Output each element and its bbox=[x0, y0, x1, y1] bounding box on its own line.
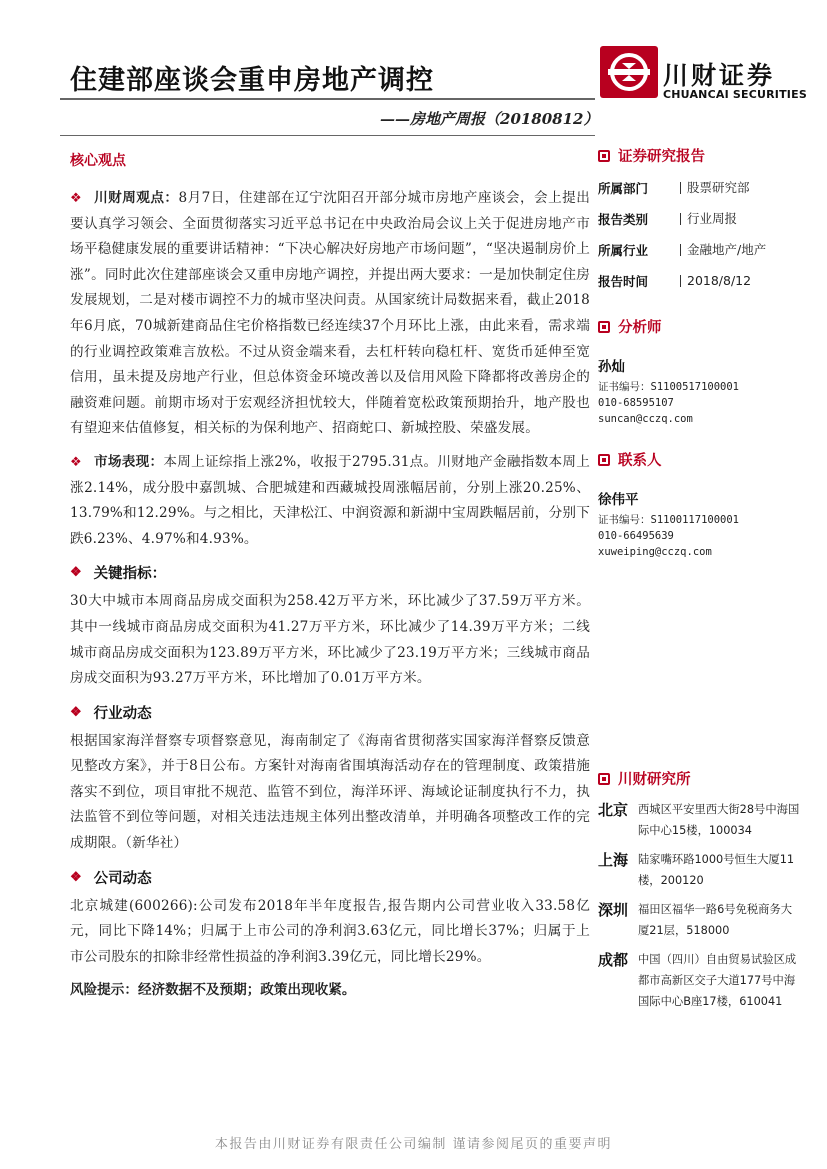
company-news-label: 公司动态 bbox=[93, 869, 152, 887]
office-city: 成都 bbox=[598, 951, 629, 969]
industry-news-text: 根据国家海洋督察专项督察意见，海南制定了《海南省贯彻落实国家海洋督察反馈意见整改方案》，并于8日公布。方案针对海南省围填海活动存在的管理制度、政策措施落实不到位，项目审批不规范、监管不到位，海洋环评、海域论证制度执行不力，执法监管不到位等问题，对相关违法违规主体列出整改清单，并明确各项整改工作的完成期限。（新华社） bbox=[70, 732, 590, 852]
report-subtitle: ——房地产周报（20180812） bbox=[380, 110, 599, 128]
diamond-bullet-icon: ❖ bbox=[70, 565, 82, 581]
office-list bbox=[598, 799, 803, 1012]
square-bullet-icon bbox=[598, 150, 610, 162]
key-indicators-heading bbox=[70, 562, 590, 583]
info-key: 报告时间 bbox=[598, 273, 649, 289]
sidebar bbox=[598, 145, 803, 1020]
info-key: 报告类别 bbox=[598, 211, 649, 227]
info-row bbox=[598, 265, 803, 296]
report-type-heading bbox=[598, 145, 803, 166]
office-address: 西城区平安里西大街28号中海国际中心15楼，100034 bbox=[638, 803, 800, 837]
info-row bbox=[598, 172, 803, 203]
office-item bbox=[598, 899, 803, 941]
market-label: 市场表现： bbox=[93, 453, 164, 470]
header-rule-top bbox=[60, 98, 595, 100]
contact-heading bbox=[598, 449, 803, 470]
diamond-bullet-icon: ❖ bbox=[70, 869, 82, 885]
report-title: 住建部座谈会重申房地产调控 bbox=[70, 65, 434, 96]
contact-name: 徐伟平 bbox=[598, 492, 639, 508]
info-key: 所属部门 bbox=[598, 180, 649, 196]
analyst-cert: 证书编号：S1100517100001 bbox=[598, 381, 740, 393]
square-bullet-icon bbox=[598, 454, 610, 466]
main-content bbox=[70, 140, 590, 1002]
square-bullet-icon bbox=[598, 321, 610, 333]
office-city: 上海 bbox=[598, 851, 629, 869]
office-item bbox=[598, 949, 803, 1012]
footer-disclaimer: 本报告由川财证券有限责任公司编制 谨请参阅尾页的重要声明 bbox=[214, 1137, 613, 1152]
analyst-name: 孙灿 bbox=[598, 359, 625, 375]
info-value: 金融地产/地产 bbox=[680, 244, 766, 256]
risk-warning: 风险提示：经济数据不及预期；政策出现收紧。 bbox=[70, 982, 356, 999]
industry-news-heading bbox=[70, 702, 590, 723]
diamond-bullet-icon: ❖ bbox=[70, 704, 82, 720]
weekly-view-text: 8月7日，住建部在辽宁沈阳召开部分城市房地产座谈会，会上提出要认真学习领会、全面贯彻落实习近平总书记在中央政治局会议上关于促进房地产市场平稳健康发展的重要讲话精神：“下决心解决好房地产市场问题”，“坚决遏制房价上涨”。同时此次住建部座谈会又重申房地产调控，并提出两大要求：一是加快制定住房发展规划，二是对楼市调控不力的城市坚决问责。从国家统计局数据来看，截止2018年6月底，70城新建商品住宅价格指数已经连续37个月环比上涨，由此来看，需求端的行业调控政策难言放松。不过从资金端来看，去杠杆转向稳杠杆、宽货币延伸至宽信用，虽未提及房地产行业，但总体资金环境改善以及信用风险下降都将改善房企的融资难问题。前期市场对于宏观经济担忧较大，伴随着宽松政策预期抬升，地产股也有望迎来估值修复，相关标的为保利地产、招商蛇口、新城控股、荣盛发展。 bbox=[70, 190, 591, 437]
office-city: 深圳 bbox=[598, 901, 629, 919]
info-key: 所属行业 bbox=[598, 242, 649, 258]
contact-card bbox=[598, 488, 803, 560]
weekly-view-label: 川财周观点： bbox=[94, 190, 179, 206]
office-address: 陆家嘴环路1000号恒生大厦11楼，200120 bbox=[638, 853, 795, 887]
header-rule-bottom bbox=[60, 135, 595, 136]
diamond-bullet-icon: ❖ bbox=[70, 454, 82, 470]
office-address: 中国（四川）自由贸易试验区成都市高新区交子大道177号中海国际中心B座17楼，610041 bbox=[638, 953, 797, 1008]
office-item bbox=[598, 849, 803, 891]
contact-cert: 证书编号：S1100117100001 bbox=[598, 514, 740, 526]
contact-email[interactable]: xuweiping@cczq.com bbox=[598, 546, 712, 558]
core-views-heading: 核心观点 bbox=[70, 153, 126, 169]
company-news-text: 北京城建(600266):公司发布2018年半年度报告,报告期内公司营业收入33.58亿元，同比下降14%；归属于上市公司的净利润3.63亿元，同比增长37%；归属于上市公司股东的扣除非经常性损益的净利润3.39亿元，同比增长29%。 bbox=[70, 897, 590, 965]
info-value: 股票研究部 bbox=[680, 182, 750, 194]
market-text: 本周上证综指上涨2%，收报于2795.31点。川财地产金融指数本周上涨2.14%，成分股中嘉凯城、合肥城建和西藏城投周涨幅居前，分别上涨20.25%、13.79%和12.29%。与之相比，天津松江、中润资源和新湖中宝周跌幅居前，分别下跌6.23%、4.97%和4.93%。 bbox=[70, 453, 591, 547]
office-address: 福田区福华一路6号免税商务大厦21层，518000 bbox=[638, 903, 793, 937]
report-type-label: 证券研究报告 bbox=[618, 149, 705, 165]
institute-heading-label: 川财研究所 bbox=[618, 772, 691, 788]
brand-name-en: CHUANCAI SECURITIES bbox=[663, 88, 807, 101]
office-city: 北京 bbox=[598, 801, 629, 819]
key-indicators-text: 30大中城市本周商品房成交面积为258.42万平方米，环比减少了37.59万平方米。其中一线城市商品房成交面积为41.27万平方米，环比减少了14.39万平方米；二线城市商品房成交面积为123.89万平方米，环比减少了23.19万平方米；三线城市商品房成交面积为93.27万平方米，环比增加了0.01万平方米。 bbox=[70, 593, 590, 687]
contact-heading-label: 联系人 bbox=[618, 453, 662, 469]
brand-name-cn: 川财证券 bbox=[663, 61, 776, 90]
company-news-heading bbox=[70, 867, 590, 888]
key-indicators-label: 关键指标： bbox=[93, 565, 167, 583]
diamond-bullet-icon: ❖ bbox=[70, 191, 83, 206]
analyst-card bbox=[598, 355, 803, 427]
weekly-view-paragraph bbox=[70, 186, 590, 442]
report-info-list bbox=[598, 172, 803, 296]
info-row bbox=[598, 203, 803, 234]
info-value: 行业周报 bbox=[680, 213, 737, 225]
analyst-heading bbox=[598, 316, 803, 337]
analyst-phone: 010-68595107 bbox=[598, 397, 674, 409]
market-paragraph bbox=[70, 450, 590, 552]
chuancai-logo-icon bbox=[600, 46, 658, 98]
contact-phone: 010-66495639 bbox=[598, 530, 674, 542]
analyst-heading-label: 分析师 bbox=[618, 320, 662, 336]
industry-news-label: 行业动态 bbox=[93, 704, 152, 722]
info-value: 2018/8/12 bbox=[680, 275, 751, 287]
office-item bbox=[598, 799, 803, 841]
info-row bbox=[598, 234, 803, 265]
institute-heading bbox=[598, 768, 803, 789]
analyst-email[interactable]: suncan@cczq.com bbox=[598, 413, 693, 425]
square-bullet-icon bbox=[598, 773, 610, 785]
